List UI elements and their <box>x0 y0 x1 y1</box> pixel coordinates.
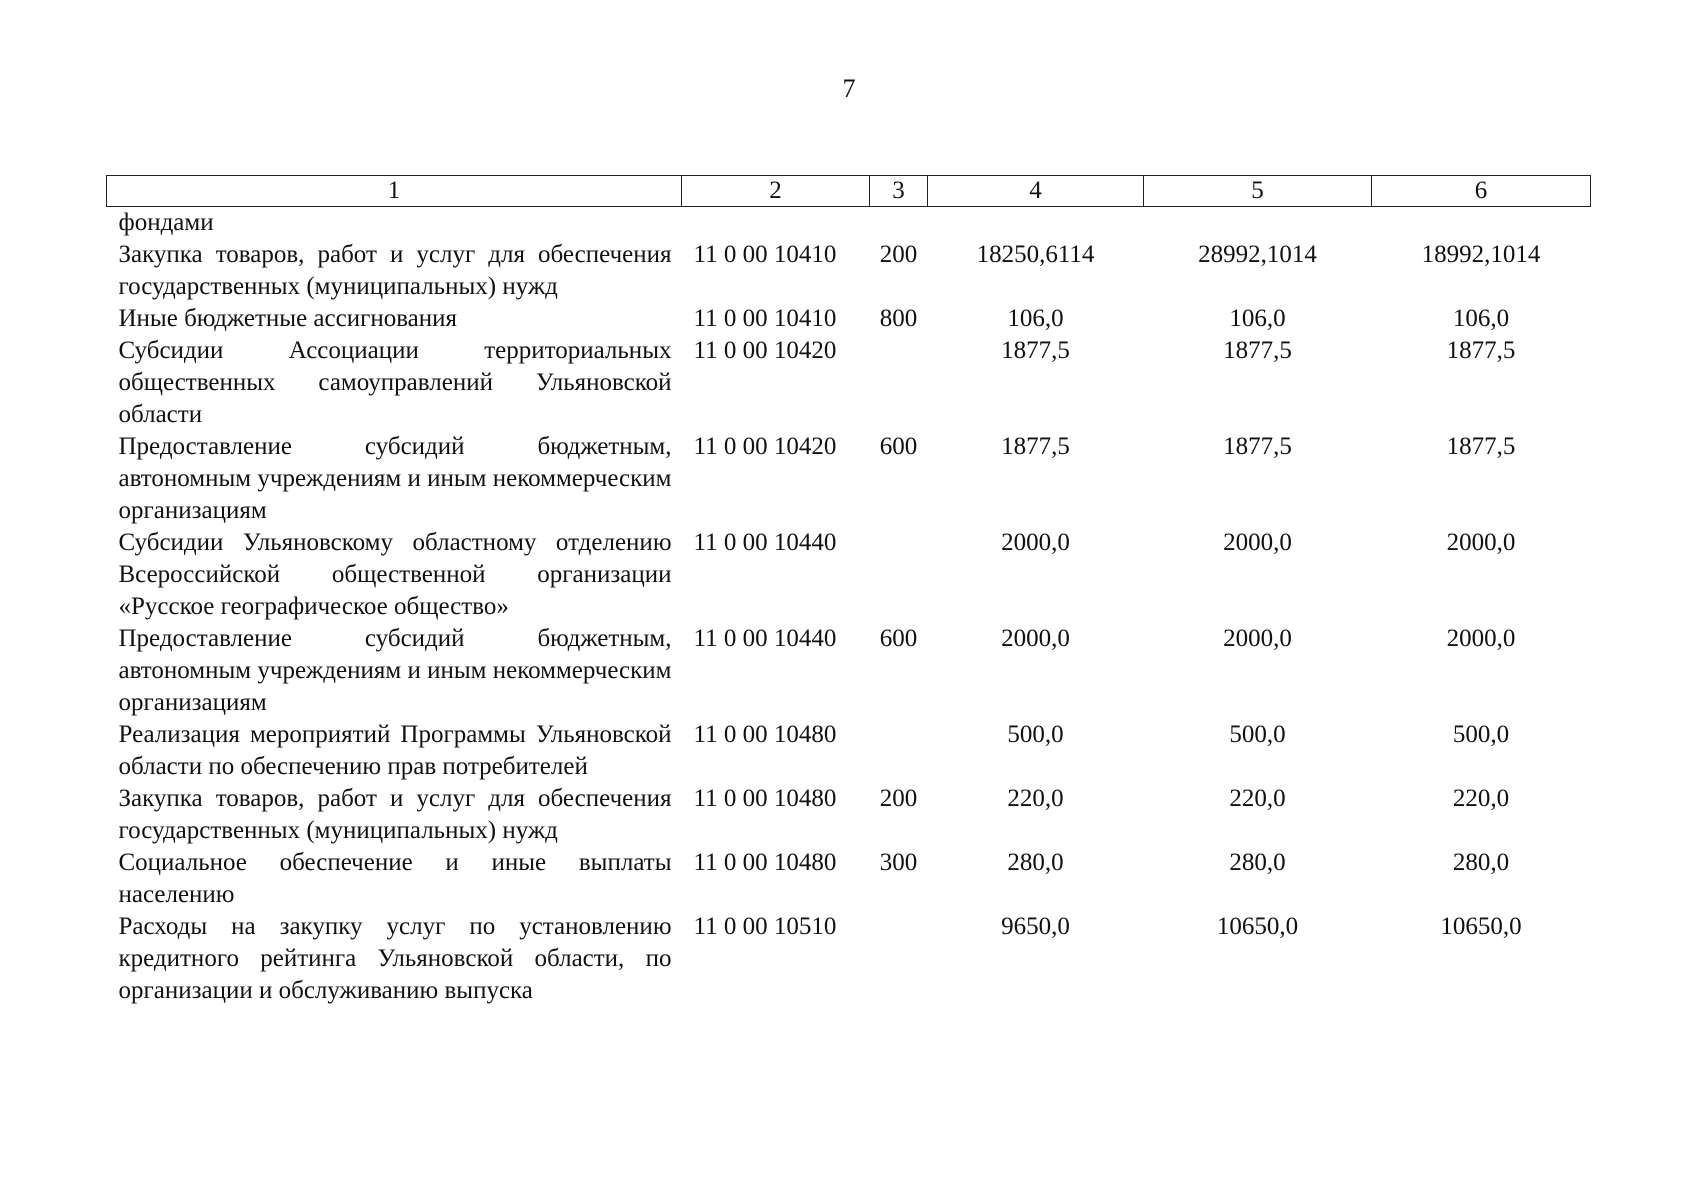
header-col-2: 2 <box>682 176 870 207</box>
row-value-4-cell: 220,0 <box>1007 785 1064 812</box>
row-value-4-cell: 1877,5 <box>1001 433 1070 460</box>
header-row <box>107 176 1591 207</box>
table-row <box>107 911 1591 1007</box>
row-value-5-cell: 2000,0 <box>1223 625 1292 652</box>
table-row <box>107 719 1591 783</box>
row-type-cell: 600 <box>879 433 918 460</box>
row-name-cell: фондами <box>118 209 214 236</box>
row-code-cell: 11 0 00 10440 <box>693 529 837 556</box>
row-code-cell: 11 0 00 10420 <box>693 337 837 364</box>
row-value-5-cell: 280,0 <box>1229 849 1286 876</box>
header-col-6: 6 <box>1372 176 1591 207</box>
row-value-6-cell: 220,0 <box>1452 785 1510 812</box>
row-code-cell: 11 0 00 10420 <box>693 433 837 460</box>
row-code-cell: 11 0 00 10410 <box>693 241 837 268</box>
row-code-cell <box>682 207 870 240</box>
row-value-5-cell: 28992,1014 <box>1198 241 1317 268</box>
table-row <box>107 527 1591 623</box>
row-name-cell: Закупка товаров, работ и услуг для обеспечения государственных (муниципальных) нужд <box>118 241 672 300</box>
table-row <box>107 623 1591 719</box>
row-type-cell <box>870 719 928 783</box>
row-type-cell <box>870 527 928 623</box>
row-value-4-cell: 500,0 <box>1007 721 1064 748</box>
row-value-4-cell: 18250,6114 <box>976 241 1095 268</box>
table-header <box>107 176 1591 207</box>
row-code-cell: 11 0 00 10480 <box>693 849 837 876</box>
row-code-cell: 11 0 00 10410 <box>693 305 837 332</box>
row-type-cell: 800 <box>879 305 918 332</box>
row-type-cell <box>870 335 928 431</box>
row-value-5-cell: 220,0 <box>1229 785 1286 812</box>
row-name-cell: Предоставление субсидий бюджетным, автономным учреждениям и иным некоммерческим организациям <box>118 625 672 716</box>
row-code-cell: 11 0 00 10480 <box>693 721 837 748</box>
row-value-6-cell: 10650,0 <box>1440 913 1522 940</box>
header-col-4: 4 <box>928 176 1144 207</box>
row-name-cell: Социальное обеспечение и иные выплаты населению <box>118 849 672 908</box>
budget-table <box>106 175 1591 1007</box>
row-value-4-cell: 2000,0 <box>1001 529 1070 556</box>
row-code-cell: 11 0 00 10480 <box>693 785 837 812</box>
row-type-cell: 200 <box>879 785 918 812</box>
row-type-cell: 200 <box>879 241 918 268</box>
row-code-cell: 11 0 00 10440 <box>693 625 837 652</box>
row-name-cell: Предоставление субсидий бюджетным, автономным учреждениям и иным некоммерческим организациям <box>118 433 672 524</box>
table-row <box>107 783 1591 847</box>
row-value-6-cell: 106,0 <box>1452 305 1510 332</box>
row-type-cell: 300 <box>879 849 918 876</box>
table-row <box>107 431 1591 527</box>
row-name-cell: Субсидии Ульяновскому областному отделению Всероссийской общественной организации «Русское географическое общество» <box>118 529 672 620</box>
row-value-5-cell: 500,0 <box>1229 721 1286 748</box>
row-value-5-cell: 106,0 <box>1229 305 1286 332</box>
header-col-3: 3 <box>870 176 928 207</box>
row-value-6-cell: 18992,1014 <box>1421 241 1541 268</box>
table-row <box>107 847 1591 911</box>
row-value-6-cell: 2000,0 <box>1446 625 1516 652</box>
row-value-5-cell: 1877,5 <box>1223 337 1292 364</box>
page-number: 7 <box>842 74 856 103</box>
row-name-cell: Реализация мероприятий Программы Ульяновской области по обеспечению прав потребителей <box>118 721 672 780</box>
row-value-5-cell: 10650,0 <box>1216 913 1299 940</box>
header-col-5: 5 <box>1144 176 1372 207</box>
row-name-cell: Иные бюджетные ассигнования <box>118 305 458 332</box>
table-row <box>107 207 1591 240</box>
row-value-4-cell <box>928 207 1144 240</box>
row-type-cell <box>870 911 928 1007</box>
row-name-cell: Расходы на закупку услуг по установлению кредитного рейтинга Ульяновской области, по организации и обслуживанию выпуска <box>118 913 672 1004</box>
row-value-6-cell: 500,0 <box>1452 721 1510 748</box>
row-value-4-cell: 2000,0 <box>1001 625 1070 652</box>
row-value-4-cell: 1877,5 <box>1001 337 1070 364</box>
row-value-4-cell: 280,0 <box>1007 849 1064 876</box>
row-type-cell <box>870 207 928 240</box>
header-col-1: 1 <box>107 176 682 207</box>
row-value-4-cell: 106,0 <box>1007 305 1064 332</box>
table-row <box>107 239 1591 303</box>
row-value-6-cell <box>1372 207 1591 240</box>
row-value-5-cell <box>1144 207 1372 240</box>
row-value-6-cell: 280,0 <box>1452 849 1510 876</box>
row-value-6-cell: 2000,0 <box>1446 529 1516 556</box>
row-name-cell: Закупка товаров, работ и услуг для обеспечения государственных (муниципальных) нужд <box>118 785 672 844</box>
table-row <box>107 335 1591 431</box>
row-value-6-cell: 1877,5 <box>1446 433 1516 460</box>
table-row <box>107 303 1591 335</box>
row-value-4-cell: 9650,0 <box>1001 913 1070 940</box>
table-body <box>107 207 1591 1008</box>
row-value-6-cell: 1877,5 <box>1446 337 1516 364</box>
row-code-cell: 11 0 00 10510 <box>693 913 837 940</box>
row-value-5-cell: 2000,0 <box>1223 529 1292 556</box>
row-value-5-cell: 1877,5 <box>1223 433 1292 460</box>
row-type-cell: 600 <box>879 625 918 652</box>
row-name-cell: Субсидии Ассоциации территориальных общественных самоуправлений Ульяновской области <box>118 337 672 428</box>
